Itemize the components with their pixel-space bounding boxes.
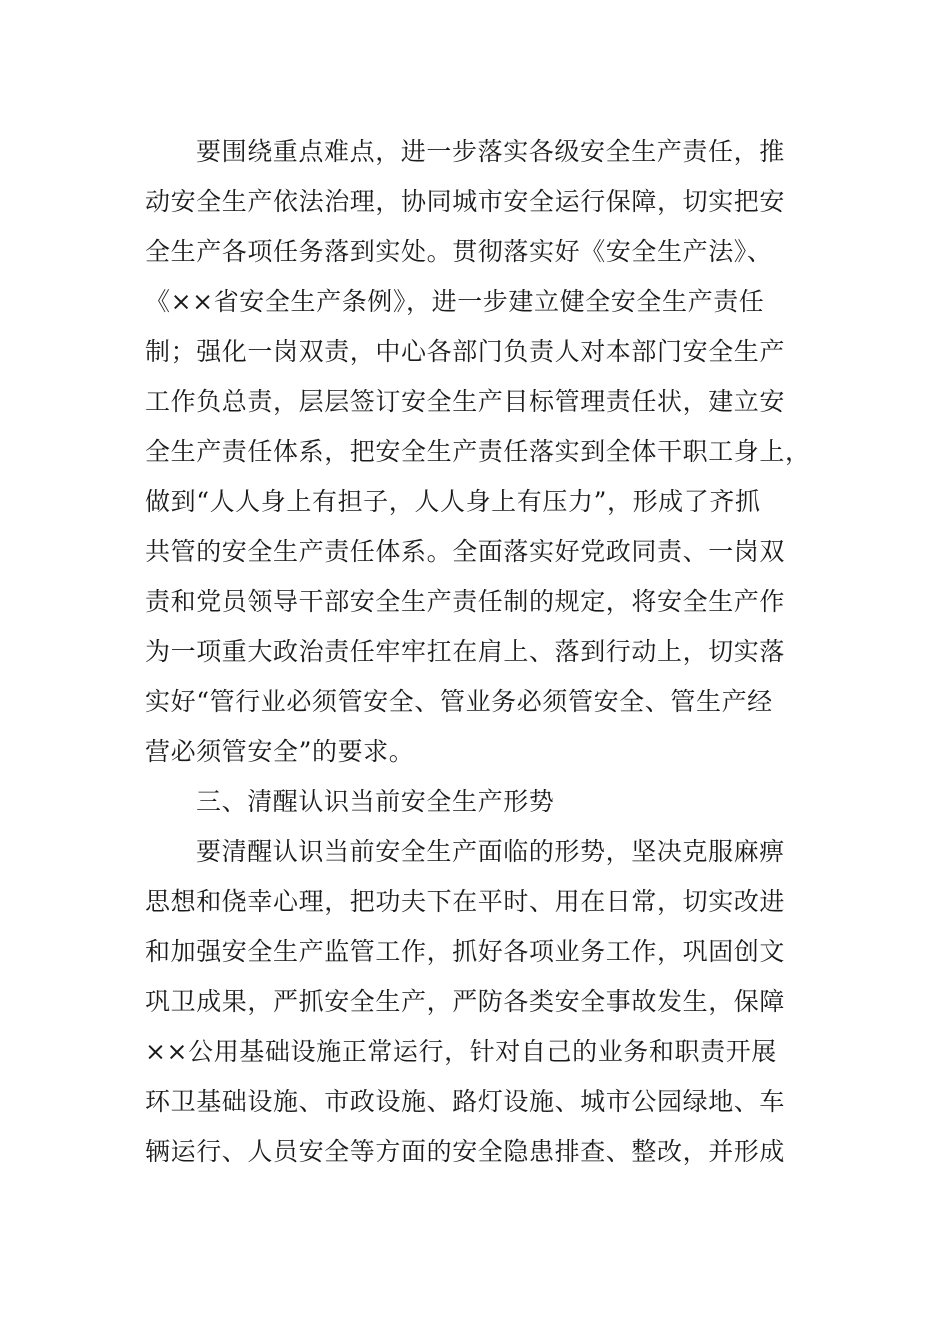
paragraph-1-line-4: 《××省安全生产条例》，进一步建立健全安全生产责任 bbox=[145, 287, 765, 316]
paragraph-1-line-2: 动安全生产依法治理，协同城市安全运行保障，切实把安 bbox=[145, 187, 786, 216]
section-heading: 三、清醒认识当前安全生产形势 bbox=[196, 787, 555, 816]
paragraph-2-line-3: 和加强安全生产监管工作，抓好各项业务工作，巩固创文 bbox=[145, 937, 786, 966]
paragraph-1-line-10: 责和党员领导干部安全生产责任制的规定，将安全生产作 bbox=[145, 587, 786, 616]
paragraph-1-line-11: 为一项重大政治责任牢牢扛在肩上、落到行动上，切实落 bbox=[145, 637, 786, 666]
paragraph-2-line-4: 巩卫成果，严抓安全生产，严防各类安全事故发生，保障 bbox=[145, 987, 786, 1016]
paragraph-2-line-7: 辆运行、人员安全等方面的安全隐患排查、整改，并形成 bbox=[145, 1137, 786, 1166]
paragraph-1-line-6: 工作负总责，层层签订安全生产目标管理责任状，建立安 bbox=[145, 387, 786, 416]
paragraph-1-line-12: 实好“管行业必须管安全、管业务必须管安全、管生产经 bbox=[145, 687, 773, 716]
paragraph-1-line-9: 共管的安全生产责任体系。全面落实好党政同责、一岗双 bbox=[145, 537, 786, 566]
paragraph-2-line-6: 环卫基础设施、市政设施、路灯设施、城市公园绿地、车 bbox=[145, 1087, 786, 1116]
paragraph-1-line-7: 全生产责任体系，把安全生产责任落实到全体干职工身上， bbox=[145, 437, 811, 466]
paragraph-2-line-1: 要清醒认识当前安全生产面临的形势，坚决克服麻痹 bbox=[196, 837, 785, 866]
paragraph-1-line-8: 做到“人人身上有担子，人人身上有压力”，形成了齐抓 bbox=[145, 487, 761, 516]
paragraph-1-line-1: 要围绕重点难点，进一步落实各级安全生产责任，推 bbox=[196, 137, 785, 166]
paragraph-1-line-5: 制；强化一岗双责，中心各部门负责人对本部门安全生产 bbox=[145, 337, 786, 366]
paragraph-1-line-13: 营必须管安全”的要求。 bbox=[145, 737, 415, 766]
paragraph-2-line-2: 思想和侥幸心理，把功夫下在平时、用在日常，切实改进 bbox=[145, 887, 786, 916]
paragraph-1-line-3: 全生产各项任务落到实处。贯彻落实好《安全生产法》、 bbox=[145, 237, 773, 266]
paragraph-2-line-5: ××公用基础设施正常运行，针对自己的业务和职责开展 bbox=[145, 1037, 777, 1066]
